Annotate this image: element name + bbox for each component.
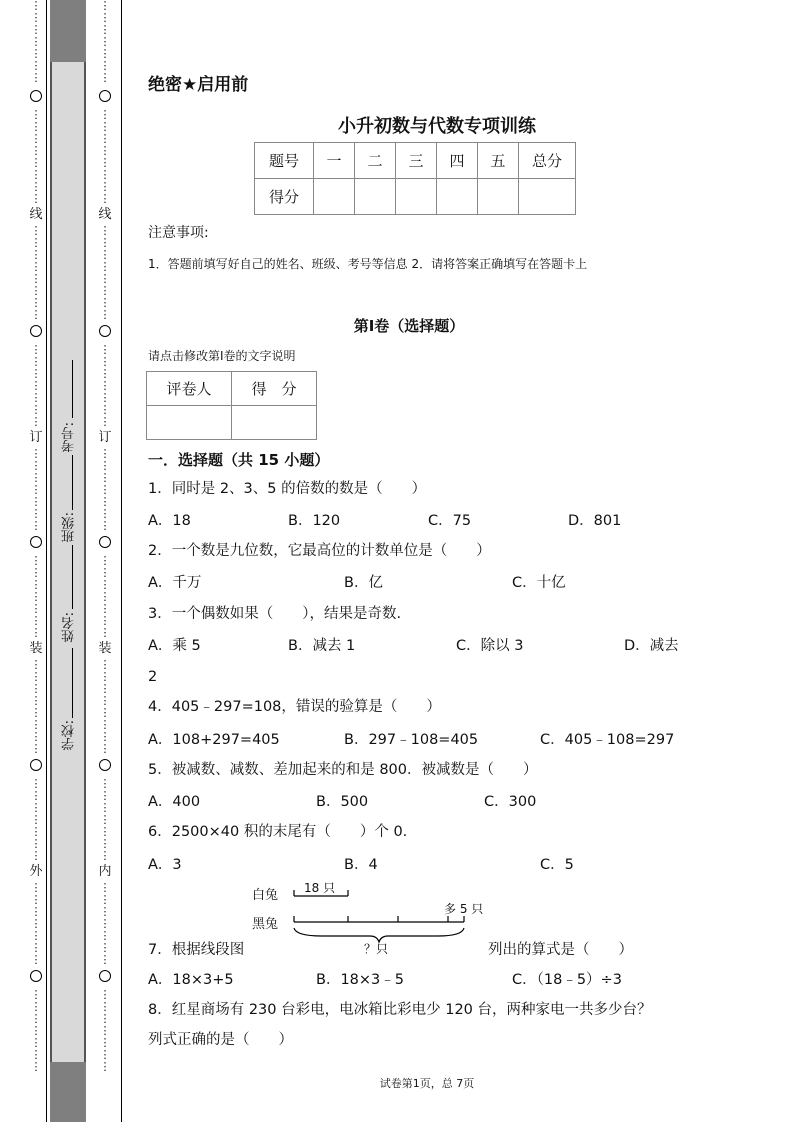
question-5: 5．被减数、减数、差加起来的和是 800．被减数是（ ） xyxy=(148,762,538,778)
score-header: 五 xyxy=(478,143,519,179)
school-field-line[interactable] xyxy=(72,648,73,718)
strip-bottom-dark xyxy=(50,1062,86,1122)
score-cell[interactable] xyxy=(437,179,478,215)
grader-table xyxy=(146,371,317,440)
question-2: 2．一个数是九位数，它最高位的计数单位是（ ） xyxy=(148,543,491,559)
score-header: 三 xyxy=(396,143,437,179)
right-label-2: 订 xyxy=(98,430,112,445)
right-label-4: 内 xyxy=(98,864,112,879)
circle-mark xyxy=(30,759,42,771)
grader-header: 得 分 xyxy=(232,372,317,406)
binding-line-left xyxy=(46,0,47,1122)
exam-number-field-line[interactable] xyxy=(72,360,73,418)
score-header: 总分 xyxy=(519,143,576,179)
circle-mark xyxy=(30,90,42,102)
option-d[interactable]: D．减去 xyxy=(624,638,679,654)
question-8: 8．红星商场有 230 台彩电，电冰箱比彩电少 120 台，两种家电一共多少台？ xyxy=(148,1002,652,1018)
option-a[interactable]: A．乘 5 xyxy=(148,638,201,654)
right-label-3: 装 xyxy=(98,641,112,656)
option-a[interactable]: A．18×3+5 xyxy=(148,972,234,988)
option-c[interactable]: C．5 xyxy=(540,857,574,873)
notes-title: 注意事项: xyxy=(148,225,209,241)
question-4: 4．405﹣297=108，错误的验算是（ ） xyxy=(148,699,441,715)
score-header: 二 xyxy=(355,143,396,179)
score-row-label: 得分 xyxy=(255,179,314,215)
circle-mark xyxy=(30,536,42,548)
grader-cell[interactable] xyxy=(232,406,317,440)
right-dot-column: ⋮ ⋮ ⋮ ⋮ ⋮ ⋮ ⋮ ⋮ ⋮ ⋮ ⋮ ⋮ ⋮ ⋮ ⋮ 线 ⋮ ⋮ ⋮ ⋮ ⋮ ⋮ ⋮ ⋮ ⋮ ⋮ ⋮ ⋮ ⋮ ⋮ ⋮ 订 ⋮ ⋮ ⋮ ⋮ ⋮ ⋮ ⋮ ⋮ ⋮ ⋮ ⋮ ⋮ ⋮ ⋮ 装 ⋮ ⋮ ⋮ ⋮ ⋮ ⋮ ⋮ ⋮ ⋮ ⋮ ⋮ ⋮ ⋮ ⋮ ⋮ 内 ⋮ ⋮ ⋮ ⋮ ⋮ ⋮ ⋮ ⋮ ⋮ ⋮ ⋮ ⋮ ⋮ ⋮ xyxy=(98,0,112,1073)
option-d-wrap: 2 xyxy=(148,669,158,685)
option-c[interactable]: C．（18﹣5）÷3 xyxy=(512,972,622,988)
score-cell[interactable] xyxy=(355,179,396,215)
circle-mark xyxy=(30,970,42,982)
circle-mark xyxy=(99,90,111,102)
option-b[interactable]: B．亿 xyxy=(344,575,383,591)
option-a[interactable]: A．108+297=405 xyxy=(148,732,280,748)
left-label-1: 线 xyxy=(29,207,43,222)
strip-top-dark xyxy=(50,0,86,62)
circle-mark xyxy=(99,759,111,771)
exam-number-field-label: 考号: xyxy=(62,422,77,453)
option-c[interactable]: C．除以 3 xyxy=(456,638,524,654)
option-c[interactable]: C．75 xyxy=(428,513,472,529)
part-title: 一．选择题（共 15 小题） xyxy=(148,451,330,469)
binding-line-right xyxy=(121,0,122,1122)
left-label-4: 外 xyxy=(29,864,43,879)
notes-text: 1．答题前填写好自己的姓名、班级、考号等信息 2．请将答案正确填写在答题卡上 xyxy=(148,257,588,271)
section-hint: 请点击修改第Ⅰ卷的文字说明 xyxy=(148,349,296,363)
option-d[interactable]: D．801 xyxy=(568,513,622,529)
question-7-right: 列出的算式是（ ） xyxy=(488,942,633,958)
option-c[interactable]: C．405﹣108=297 xyxy=(540,732,675,748)
strip-middle xyxy=(50,62,86,1062)
score-header: 四 xyxy=(437,143,478,179)
option-b[interactable]: B．500 xyxy=(316,794,369,810)
option-a[interactable]: A．3 xyxy=(148,857,182,873)
more-label: 多 5 只 xyxy=(444,902,484,916)
option-b[interactable]: B．4 xyxy=(344,857,378,873)
option-c[interactable]: C．十亿 xyxy=(512,575,566,591)
left-dot-column: ⋮ ⋮ ⋮ ⋮ ⋮ ⋮ ⋮ ⋮ ⋮ ⋮ ⋮ ⋮ ⋮ ⋮ ⋮ 线 ⋮ ⋮ ⋮ ⋮ ⋮ ⋮ ⋮ ⋮ ⋮ ⋮ ⋮ ⋮ ⋮ ⋮ ⋮ 订 ⋮ ⋮ ⋮ ⋮ ⋮ ⋮ ⋮ ⋮ ⋮ ⋮ ⋮ ⋮ ⋮ ⋮ 装 ⋮ ⋮ ⋮ ⋮ ⋮ ⋮ ⋮ ⋮ ⋮ ⋮ ⋮ ⋮ ⋮ ⋮ ⋮ 外 ⋮ ⋮ ⋮ ⋮ ⋮ ⋮ ⋮ ⋮ ⋮ ⋮ ⋮ ⋮ ⋮ ⋮ xyxy=(29,0,43,1073)
white-value-label: 18 只 xyxy=(304,881,336,895)
left-label-3: 装 xyxy=(29,641,43,656)
right-label-1: 线 xyxy=(98,207,112,222)
question-8-line2: 列式正确的是（ ） xyxy=(148,1032,293,1048)
score-cell[interactable] xyxy=(314,179,355,215)
option-b[interactable]: B．297﹣108=405 xyxy=(344,732,479,748)
option-c[interactable]: C．300 xyxy=(484,794,537,810)
page-title: 小升初数与代数专项训练 xyxy=(338,116,536,137)
name-field-label: 姓名: xyxy=(62,612,77,643)
option-b[interactable]: B．120 xyxy=(288,513,341,529)
class-field-line[interactable] xyxy=(72,455,73,510)
score-cell[interactable] xyxy=(519,179,576,215)
score-header: 一 xyxy=(314,143,355,179)
grader-cell[interactable] xyxy=(147,406,232,440)
option-a[interactable]: A．18 xyxy=(148,513,191,529)
class-field-label: 班级: xyxy=(62,512,77,543)
question-7-left: 7．根据线段图 xyxy=(148,942,245,958)
score-header: 题号 xyxy=(255,143,314,179)
score-cell[interactable] xyxy=(396,179,437,215)
grader-header: 评卷人 xyxy=(147,372,232,406)
option-a[interactable]: A．千万 xyxy=(148,575,202,591)
secret-label: 绝密★启用前 xyxy=(148,75,249,95)
total-label: ？只 xyxy=(364,942,389,956)
score-cell[interactable] xyxy=(478,179,519,215)
white-rabbit-label: 白兔 xyxy=(252,888,279,903)
section-title: 第Ⅰ卷（选择题） xyxy=(353,317,465,335)
segment-diagram xyxy=(252,878,502,958)
score-table xyxy=(254,142,576,215)
option-a[interactable]: A．400 xyxy=(148,794,201,810)
question-1: 1．同时是 2、3、5 的倍数的数是（ ） xyxy=(148,481,427,497)
option-b[interactable]: B．减去 1 xyxy=(288,638,356,654)
name-field-line[interactable] xyxy=(72,545,73,609)
left-label-2: 订 xyxy=(29,430,43,445)
page-footer: 试卷第1页，总 7页 xyxy=(379,1077,475,1090)
question-3: 3．一个偶数如果（ ），结果是奇数. xyxy=(148,606,402,622)
question-6: 6．2500×40 积的末尾有（ ）个 0. xyxy=(148,824,408,840)
circle-mark xyxy=(99,970,111,982)
school-field-label: 学校: xyxy=(62,720,77,751)
black-rabbit-label: 黑兔 xyxy=(252,917,279,932)
circle-mark xyxy=(99,536,111,548)
option-b[interactable]: B．18×3﹣5 xyxy=(316,972,404,988)
